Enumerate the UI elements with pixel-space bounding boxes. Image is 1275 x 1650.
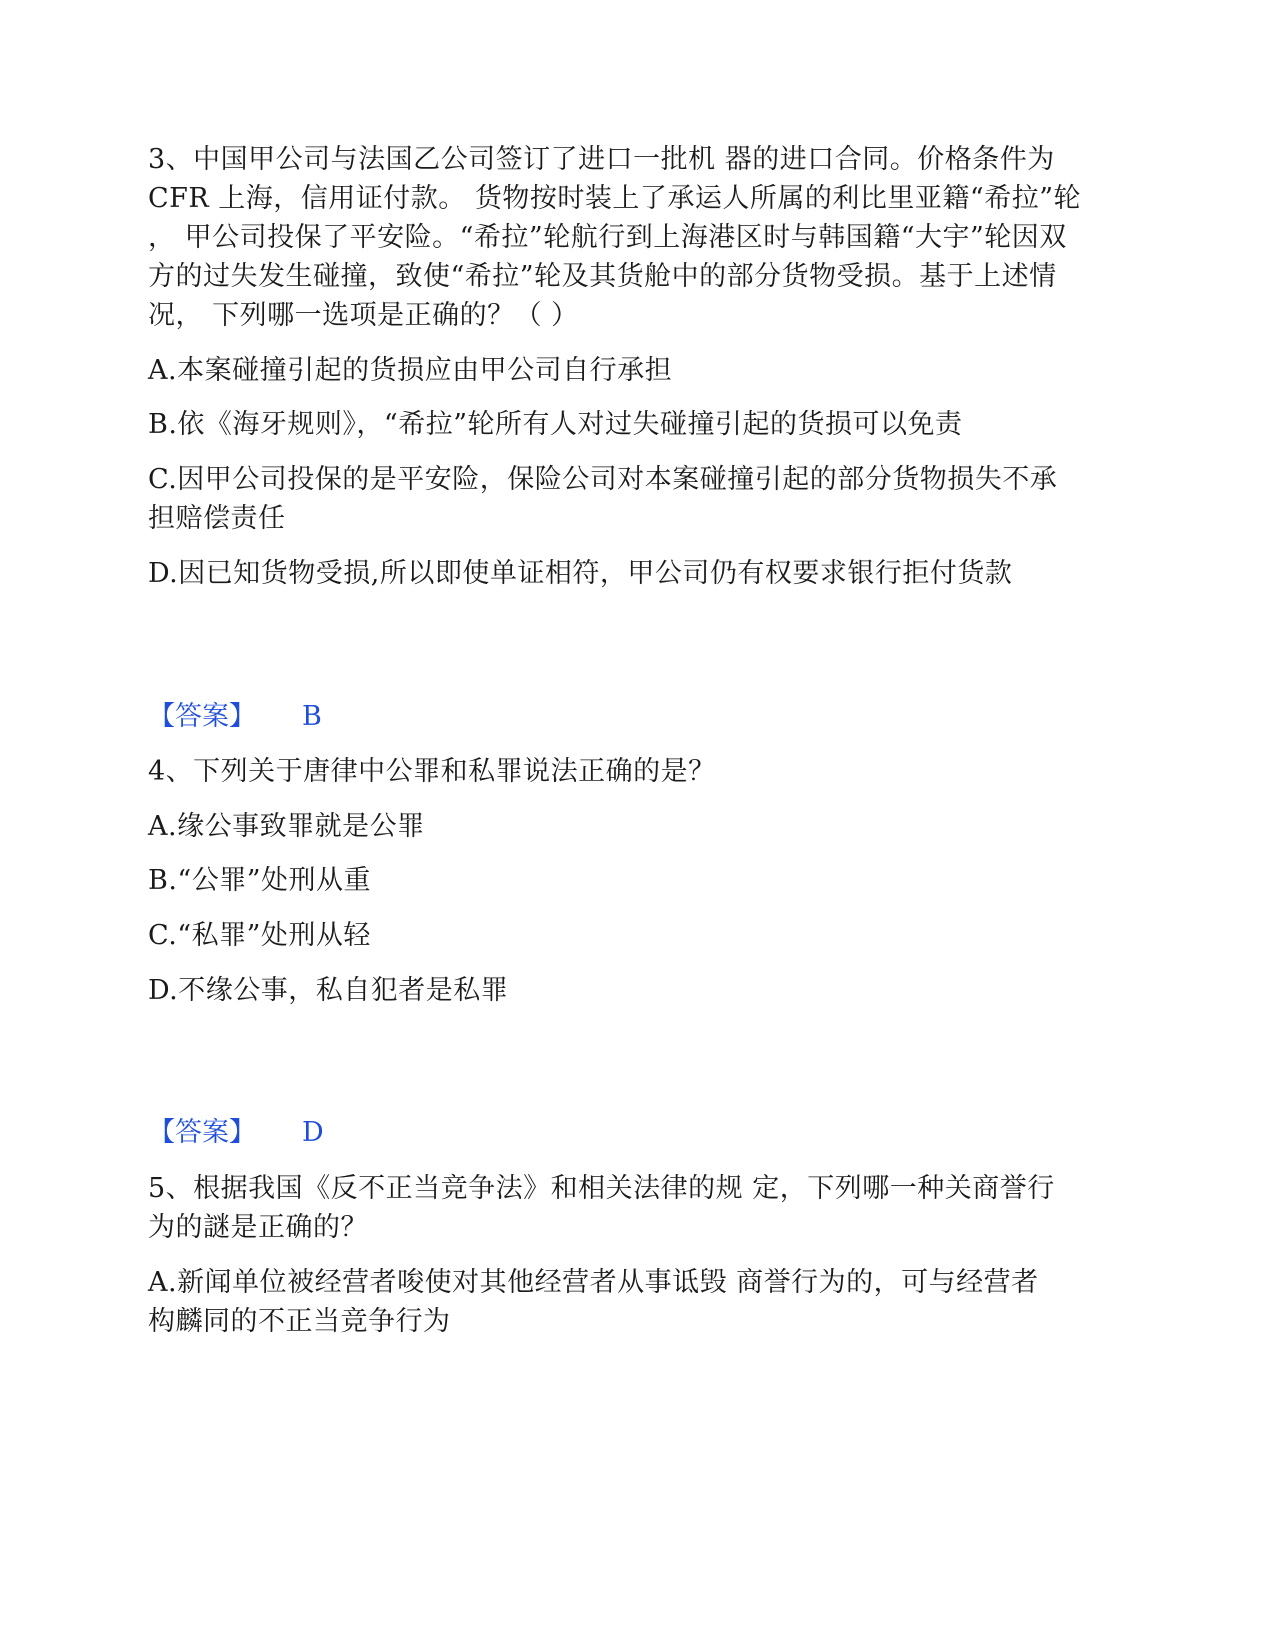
question-3-answer: [148, 698, 322, 736]
question-3-option-a: A.本案碰撞引起的货损应由甲公司自行承担: [148, 355, 673, 386]
question-3-stem-line-4: 方的过失发生碰撞，致使“希拉”轮及其货舱中的部分货物受损。基于上述情: [148, 261, 1057, 292]
question-4-answer: [148, 1114, 324, 1152]
question-3-option-c-line-1: C.因甲公司投保的是平安险，保险公司对本案碰撞引起的部分货物损失不承: [148, 464, 1058, 495]
question-4-stem-line-1: 4、下列关于唐律中公罪和私罪说法正确的是？: [148, 756, 716, 787]
question-3-stem-line-1: 3、中国甲公司与法国乙公司签订了进口一批机 器的进口合同。价格条件为: [148, 144, 1055, 175]
question-3-stem-line-3: ， 甲公司投保了平安险。“希拉”轮航行到上海港区时与韩国籍“大宇”轮因双: [148, 222, 1067, 253]
question-4-option-b: B.“公罪”处刑从重: [148, 865, 372, 896]
answer-value: B: [302, 701, 322, 732]
question-4-option-d: D.不缘公事，私自犯者是私罪: [148, 975, 509, 1006]
question-5-option-a-line-1: A.新闻单位被经营者唆使对其他经营者从事诋毁 商誉行为的，可与经营者: [148, 1267, 1039, 1298]
question-3-stem-line-2: CFR 上海，信用证付款。 货物按时装上了承运人所属的利比里亚籍“希拉”轮: [148, 183, 1081, 214]
question-3-stem-line-5: 况， 下列哪一选项是正确的？（ ）: [148, 300, 579, 331]
answer-value: D: [302, 1117, 324, 1148]
question-5-stem-line-2: 为的謎是正确的？: [148, 1212, 368, 1243]
question-3-option-d: D.因已知货物受损,所以即使单证相符，甲公司仍有权要求银行拒付货款: [148, 558, 1013, 589]
question-5-stem-line-1: 5、根据我国《反不正当竞争法》和相关法律的规 定，下列哪一种关商誉行: [148, 1173, 1055, 1204]
question-4-option-c: C.“私罪”处刑从轻: [148, 920, 371, 951]
question-3-option-c-line-2: 担赔偿责任: [148, 503, 286, 534]
document-page: [148, 0, 1128, 1650]
question-3-option-b: B.依《海牙规则》，“希拉”轮所有人对过失碰撞引起的货损可以免责: [148, 409, 963, 440]
answer-label: 【答案】: [148, 701, 256, 732]
answer-label: 【答案】: [148, 1117, 256, 1148]
question-4-option-a: A.缘公事致罪就是公罪: [148, 811, 425, 842]
question-5-option-a-line-2: 构麟同的不正当竞争行为: [148, 1306, 451, 1337]
